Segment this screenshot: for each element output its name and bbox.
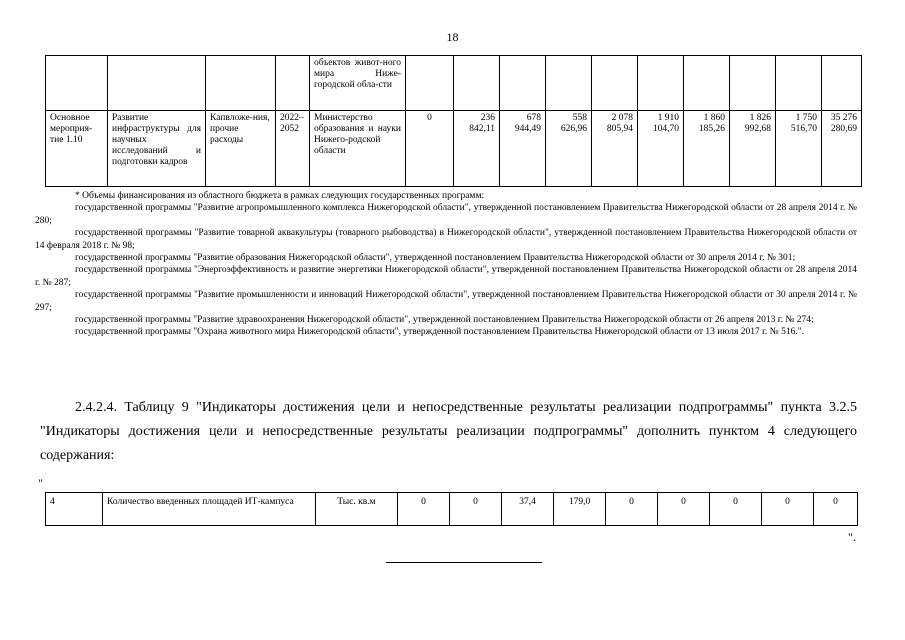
table-cell: 0: [814, 493, 858, 526]
table-cell: Основное мероприя-тие 1.10: [46, 111, 108, 187]
table-cell: [276, 56, 310, 111]
table-cell: 678 944,49: [500, 111, 546, 187]
footnote: государственной программы "Развитие здравоохранения Нижегородской области", утвержденной постановлением Правительства Нижегородской области от 26 апреля 2013 г. № 274;: [75, 315, 814, 326]
separator-line: [386, 562, 542, 563]
table-cell: 236 842,11: [454, 111, 500, 187]
footnote: государственной программы "Развитие промышленности и инноваций Нижегородской области", утвержденной постановлением Правительства Нижегородской области от 30 апреля 2014 г. № 297;: [35, 290, 857, 313]
table-cell: Развитие инфраструктуры для научных исследований и подготовки кадров: [108, 111, 206, 187]
table-cell: 4: [46, 493, 103, 526]
table-cell: 1 860 185,26: [684, 111, 730, 187]
footnote: государственной программы "Охрана животного мира Нижегородской области", утвержденной постановлением Правительства Нижегородской области от 13 июля 2017 г. № 516.".: [75, 327, 804, 338]
table-cell: [454, 56, 500, 111]
table-cell: Министерство образования и науки Нижего-родской области: [310, 111, 406, 187]
table-cell: [500, 56, 546, 111]
table-row: [46, 111, 862, 187]
table-cell: [108, 56, 206, 111]
table-cell: 1 910 104,70: [638, 111, 684, 187]
table-cell: [684, 56, 730, 111]
table-cell: [638, 56, 684, 111]
footnote: * Объемы финансирования из областного бюджета в рамках следующих государственных программ:: [75, 191, 485, 201]
table-cell: [46, 56, 108, 111]
paragraph-text: 2.4.2.4. Таблицу 9 "Индикаторы достижения цели и непосредственные результаты реализации подпрограммы" пункта 3.2.5 "Индикаторы достижения цели и непосредственные результаты реализации подпрограммы" дополнить пунктом 4 следующего содержания:: [40, 400, 857, 463]
table-cell: [406, 56, 454, 111]
table-cell: 179,0: [554, 493, 606, 526]
closing-quote: ".: [848, 530, 856, 544]
opening-quote: ": [38, 476, 43, 490]
footnotes: [35, 190, 857, 339]
amendment-paragraph: [40, 396, 857, 468]
table-cell: 0: [606, 493, 658, 526]
table-cell: 2022–2052: [276, 111, 310, 187]
table-cell: 0: [450, 493, 502, 526]
table-cell: [546, 56, 592, 111]
table-cell: 0: [398, 493, 450, 526]
table-cell: [592, 56, 638, 111]
table-cell: объектов живот-ного мира Ниже-городской обла-сти: [310, 56, 406, 111]
table-cell: 0: [406, 111, 454, 187]
footnote: государственной программы "Развитие товарной аквакультуры (товарного рыбоводства) в Нижегородской области", утвержденной постановлением Правительства Нижегородской области от 14 февраля 2018 г. № 98;: [35, 228, 857, 251]
table-cell: Капвложе-ния, прочие расходы: [206, 111, 276, 187]
table-cell: 558 626,96: [546, 111, 592, 187]
table-cell: 2 078 805,94: [592, 111, 638, 187]
table-cell: 1 826 992,68: [730, 111, 776, 187]
table-cell: 0: [710, 493, 762, 526]
table-row: [46, 56, 862, 111]
table-cell: 0: [762, 493, 814, 526]
footnote: государственной программы "Развитие образования Нижегородской области", утвержденной постановлением Правительства Нижегородской области от 30 апреля 2014 г. № 301;: [75, 253, 796, 264]
table-cell: [206, 56, 276, 111]
table-cell: [776, 56, 822, 111]
table-cell: 1 750 516,70: [776, 111, 822, 187]
table-cell: Тыс. кв.м: [316, 493, 398, 526]
table-row: [46, 493, 858, 526]
page-number: 18: [446, 30, 459, 44]
table-cell: 37,4: [502, 493, 554, 526]
table-cell: 0: [658, 493, 710, 526]
table-cell: [822, 56, 862, 111]
footnote: государственной программы "Развитие агропромышленного комплекса Нижегородской области", утвержденной постановлением Правительства Нижегородской области от 28 апреля 2014 г. № 280;: [35, 203, 857, 226]
indicator-table: [45, 492, 858, 526]
table-cell: 35 276 280,69: [822, 111, 862, 187]
table-cell: [730, 56, 776, 111]
footnote: государственной программы "Энергоэффективность и развитие энергетики Нижегородской области", утвержденной постановлением Правительства Нижегородской области от 28 апреля 2014 г. № 287;: [35, 265, 857, 288]
financing-table: [45, 55, 862, 187]
table-cell: Количество введенных площадей ИТ-кампуса: [103, 493, 316, 526]
